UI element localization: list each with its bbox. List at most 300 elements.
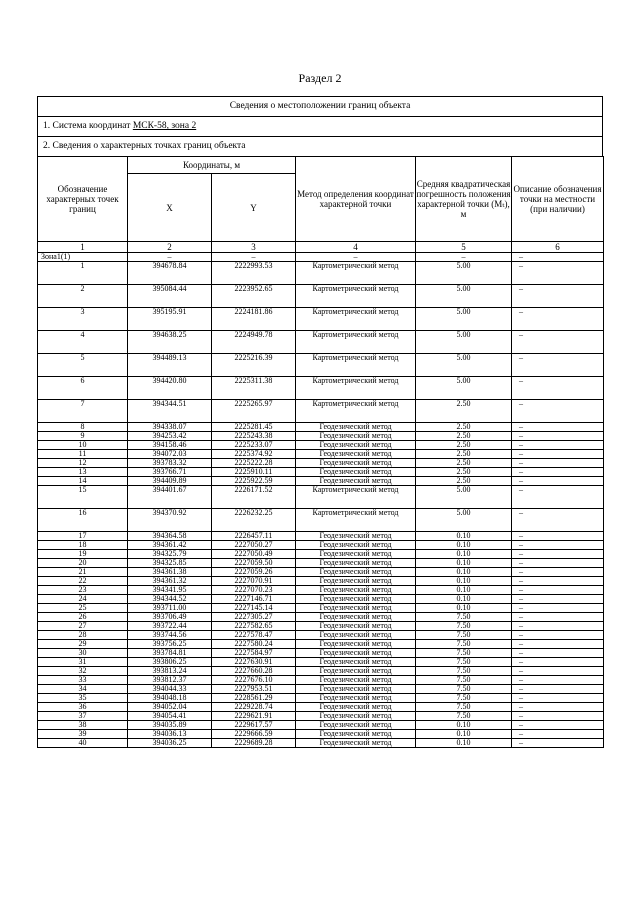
description-cell: – — [512, 331, 604, 354]
point-number-cell: 2 — [38, 285, 128, 308]
error-cell: 7.50 — [416, 649, 512, 658]
x-coordinate-cell: 394036.25 — [128, 739, 212, 748]
description-cell: – — [512, 568, 604, 577]
y-coordinate-cell: 2228561.29 — [212, 694, 296, 703]
x-coordinate-cell: 393784.81 — [128, 649, 212, 658]
description-cell: – — [512, 721, 604, 730]
y-coordinate-cell: 2227146.71 — [212, 595, 296, 604]
method-cell: Картометрический метод — [296, 262, 416, 285]
error-cell: 7.50 — [416, 676, 512, 685]
description-cell: – — [512, 712, 604, 721]
error-cell: 5.00 — [416, 331, 512, 354]
point-number-cell: 12 — [38, 459, 128, 468]
table-row — [38, 613, 604, 622]
error-cell: 0.10 — [416, 532, 512, 541]
x-coordinate-cell: 393706.49 — [128, 613, 212, 622]
point-number-cell: 17 — [38, 532, 128, 541]
x-coordinate-cell: 394409.89 — [128, 477, 212, 486]
method-cell: Геодезический метод — [296, 595, 416, 604]
points-heading: 2. Сведения о характерных точках границ объекта — [37, 136, 603, 156]
method-cell: Геодезический метод — [296, 703, 416, 712]
error-cell: 0.10 — [416, 721, 512, 730]
x-coordinate-cell: 393783.32 — [128, 459, 212, 468]
method-cell: Картометрический метод — [296, 331, 416, 354]
point-number-cell: 32 — [38, 667, 128, 676]
table-row — [38, 667, 604, 676]
x-coordinate-cell: 394420.80 — [128, 377, 212, 400]
method-cell: Геодезический метод — [296, 477, 416, 486]
point-number-cell: 37 — [38, 712, 128, 721]
point-number-cell: 13 — [38, 468, 128, 477]
error-cell: 5.00 — [416, 354, 512, 377]
section-title: Раздел 2 — [298, 71, 342, 85]
error-cell: 2.50 — [416, 441, 512, 450]
table-row — [38, 595, 604, 604]
x-coordinate-cell: 394401.67 — [128, 486, 212, 509]
col-number: 2 — [128, 242, 212, 253]
point-number-cell: 18 — [38, 541, 128, 550]
x-coordinate-cell: 394678.84 — [128, 262, 212, 285]
point-number-cell: 39 — [38, 730, 128, 739]
description-cell: – — [512, 622, 604, 631]
method-cell: Геодезический метод — [296, 441, 416, 450]
coordinate-system-line — [37, 116, 603, 136]
table-row — [38, 586, 604, 595]
method-cell: Геодезический метод — [296, 631, 416, 640]
table-row — [38, 308, 604, 331]
y-coordinate-cell: 2227059.50 — [212, 559, 296, 568]
x-coordinate-cell: 393806.25 — [128, 658, 212, 667]
description-cell: – — [512, 631, 604, 640]
object-boundaries-header: Сведения о местоположении границ объекта — [37, 96, 603, 116]
error-cell: 5.00 — [416, 377, 512, 400]
table-row — [38, 459, 604, 468]
method-cell: Геодезический метод — [296, 423, 416, 432]
description-cell: – — [512, 423, 604, 432]
description-cell: – — [512, 685, 604, 694]
point-number-cell: 7 — [38, 400, 128, 423]
description-cell: – — [512, 541, 604, 550]
y-coordinate-cell: 2227660.28 — [212, 667, 296, 676]
error-cell: 0.10 — [416, 595, 512, 604]
y-coordinate-cell: 2224181.86 — [212, 308, 296, 331]
point-number-cell: 35 — [38, 694, 128, 703]
method-cell: Геодезический метод — [296, 532, 416, 541]
error-cell: 2.50 — [416, 459, 512, 468]
table-row — [38, 631, 604, 640]
table-row — [38, 486, 604, 509]
description-cell: – — [512, 730, 604, 739]
method-cell: Картометрический метод — [296, 285, 416, 308]
x-coordinate-cell: 394338.07 — [128, 423, 212, 432]
method-cell: Геодезический метод — [296, 658, 416, 667]
method-cell: Геодезический метод — [296, 586, 416, 595]
description-cell: – — [512, 559, 604, 568]
error-cell: 5.00 — [416, 285, 512, 308]
y-coordinate-cell: 2227305.27 — [212, 613, 296, 622]
point-number-cell: 20 — [38, 559, 128, 568]
table-row — [38, 694, 604, 703]
table-row — [38, 658, 604, 667]
y-coordinate-cell: 2227582.65 — [212, 622, 296, 631]
error-cell: 5.00 — [416, 308, 512, 331]
method-cell: Геодезический метод — [296, 649, 416, 658]
point-number-cell: 16 — [38, 509, 128, 532]
y-coordinate-cell: 2225222.28 — [212, 459, 296, 468]
description-cell: – — [512, 400, 604, 423]
point-number-cell: 28 — [38, 631, 128, 640]
method-cell: Картометрический метод — [296, 486, 416, 509]
point-number-cell: 38 — [38, 721, 128, 730]
point-number-cell: 26 — [38, 613, 128, 622]
y-coordinate-cell: 2225910.11 — [212, 468, 296, 477]
error-cell: 0.10 — [416, 550, 512, 559]
method-cell: Геодезический метод — [296, 604, 416, 613]
description-cell: – — [512, 509, 604, 532]
y-coordinate-cell: 2229689.28 — [212, 739, 296, 748]
y-coordinate-cell: 2225374.92 — [212, 450, 296, 459]
description-cell: – — [512, 441, 604, 450]
zone-cell: – — [128, 253, 212, 262]
point-number-cell: 27 — [38, 622, 128, 631]
zone-cell: – — [296, 253, 416, 262]
point-number-cell: 19 — [38, 550, 128, 559]
x-coordinate-cell: 394325.85 — [128, 559, 212, 568]
table-row — [38, 377, 604, 400]
error-cell: 7.50 — [416, 613, 512, 622]
point-number-cell: 5 — [38, 354, 128, 377]
description-cell: – — [512, 308, 604, 331]
point-number-cell: 29 — [38, 640, 128, 649]
description-cell: – — [512, 450, 604, 459]
y-coordinate-cell: 2229617.57 — [212, 721, 296, 730]
y-coordinate-cell: 2222993.53 — [212, 262, 296, 285]
description-cell: – — [512, 595, 604, 604]
method-cell: Геодезический метод — [296, 459, 416, 468]
x-coordinate-cell: 395195.91 — [128, 308, 212, 331]
x-coordinate-cell: 394489.13 — [128, 354, 212, 377]
error-cell: 0.10 — [416, 577, 512, 586]
col-number: 1 — [38, 242, 128, 253]
error-cell: 7.50 — [416, 667, 512, 676]
y-coordinate-cell: 2227059.26 — [212, 568, 296, 577]
table-row — [38, 676, 604, 685]
table-row — [38, 649, 604, 658]
table-row — [38, 703, 604, 712]
x-coordinate-cell: 393766.71 — [128, 468, 212, 477]
description-cell: – — [512, 640, 604, 649]
x-coordinate-cell: 394370.92 — [128, 509, 212, 532]
zone-cell: – — [416, 253, 512, 262]
method-cell: Геодезический метод — [296, 550, 416, 559]
coordinate-system-label: 1. Система координат — [43, 121, 133, 131]
x-coordinate-cell: 394364.58 — [128, 532, 212, 541]
table-row — [38, 532, 604, 541]
point-number-cell: 21 — [38, 568, 128, 577]
boundary-points-table — [37, 156, 604, 748]
description-cell: – — [512, 262, 604, 285]
point-number-cell: 30 — [38, 649, 128, 658]
x-coordinate-cell: 393756.25 — [128, 640, 212, 649]
x-coordinate-cell: 394638.25 — [128, 331, 212, 354]
error-cell: 7.50 — [416, 622, 512, 631]
table-row — [38, 423, 604, 432]
point-number-cell: 34 — [38, 685, 128, 694]
table-row — [38, 640, 604, 649]
col-coords-header: Координаты, м — [128, 157, 296, 174]
error-cell: 0.10 — [416, 559, 512, 568]
y-coordinate-cell: 2225265.97 — [212, 400, 296, 423]
error-cell: 5.00 — [416, 509, 512, 532]
x-coordinate-cell: 394361.42 — [128, 541, 212, 550]
y-coordinate-cell: 2225922.59 — [212, 477, 296, 486]
description-cell: – — [512, 459, 604, 468]
table-row — [38, 577, 604, 586]
x-coordinate-cell: 394253.42 — [128, 432, 212, 441]
description-cell: – — [512, 354, 604, 377]
table-row — [38, 685, 604, 694]
method-cell: Геодезический метод — [296, 712, 416, 721]
method-cell: Геодезический метод — [296, 622, 416, 631]
y-coordinate-cell: 2224949.78 — [212, 331, 296, 354]
point-number-cell: 23 — [38, 586, 128, 595]
method-cell: Картометрический метод — [296, 509, 416, 532]
point-number-cell: 1 — [38, 262, 128, 285]
description-cell: – — [512, 377, 604, 400]
method-cell: Картометрический метод — [296, 308, 416, 331]
method-cell: Геодезический метод — [296, 450, 416, 459]
table-row — [38, 712, 604, 721]
error-cell: 5.00 — [416, 262, 512, 285]
x-coordinate-cell: 394044.33 — [128, 685, 212, 694]
table-row — [38, 450, 604, 459]
point-number-cell: 40 — [38, 739, 128, 748]
table-row — [38, 477, 604, 486]
description-cell: – — [512, 694, 604, 703]
zone-cell: – — [212, 253, 296, 262]
x-coordinate-cell: 395084.44 — [128, 285, 212, 308]
method-cell: Картометрический метод — [296, 354, 416, 377]
x-coordinate-cell: 394054.41 — [128, 712, 212, 721]
table-row — [38, 354, 604, 377]
col-designation-header: Обозначение характерных точек границ — [38, 157, 128, 242]
description-cell: – — [512, 658, 604, 667]
description-cell: – — [512, 285, 604, 308]
x-coordinate-cell: 394035.89 — [128, 721, 212, 730]
y-coordinate-cell: 2227584.97 — [212, 649, 296, 658]
x-coordinate-cell: 394361.38 — [128, 568, 212, 577]
method-cell: Геодезический метод — [296, 577, 416, 586]
zone-label: Зона1(1) — [38, 253, 128, 262]
y-coordinate-cell: 2227070.91 — [212, 577, 296, 586]
error-cell: 2.50 — [416, 477, 512, 486]
method-cell: Картометрический метод — [296, 377, 416, 400]
error-cell: 0.10 — [416, 730, 512, 739]
y-coordinate-cell: 2223952.65 — [212, 285, 296, 308]
y-coordinate-cell: 2227953.51 — [212, 685, 296, 694]
point-number-cell: 10 — [38, 441, 128, 450]
zone-row — [38, 253, 604, 262]
point-number-cell: 4 — [38, 331, 128, 354]
point-number-cell: 33 — [38, 676, 128, 685]
error-cell: 7.50 — [416, 685, 512, 694]
table-row — [38, 262, 604, 285]
error-cell: 0.10 — [416, 541, 512, 550]
point-number-cell: 24 — [38, 595, 128, 604]
method-cell: Геодезический метод — [296, 739, 416, 748]
table-row — [38, 509, 604, 532]
description-cell: – — [512, 586, 604, 595]
y-coordinate-cell: 2227070.23 — [212, 586, 296, 595]
table-row — [38, 441, 604, 450]
col-number: 6 — [512, 242, 604, 253]
table-row — [38, 721, 604, 730]
x-coordinate-cell: 393744.56 — [128, 631, 212, 640]
error-cell: 0.10 — [416, 604, 512, 613]
col-method-header: Метод определения координат характерной точки — [296, 157, 416, 242]
description-cell: – — [512, 604, 604, 613]
error-cell: 7.50 — [416, 658, 512, 667]
y-coordinate-cell: 2225216.39 — [212, 354, 296, 377]
method-cell: Геодезический метод — [296, 568, 416, 577]
error-cell: 2.50 — [416, 432, 512, 441]
x-coordinate-cell: 393711.00 — [128, 604, 212, 613]
point-number-cell: 31 — [38, 658, 128, 667]
method-cell: Геодезический метод — [296, 694, 416, 703]
y-coordinate-cell: 2225233.07 — [212, 441, 296, 450]
zone-cell: – — [512, 253, 604, 262]
method-cell: Геодезический метод — [296, 685, 416, 694]
y-coordinate-cell: 2227676.10 — [212, 676, 296, 685]
description-cell: – — [512, 613, 604, 622]
table-row — [38, 331, 604, 354]
coordinate-system-value: МСК-58, зона 2 — [132, 121, 197, 131]
method-cell: Геодезический метод — [296, 676, 416, 685]
description-cell: – — [512, 577, 604, 586]
y-coordinate-cell: 2229666.59 — [212, 730, 296, 739]
method-cell: Геодезический метод — [296, 613, 416, 622]
y-coordinate-cell: 2229621.91 — [212, 712, 296, 721]
point-number-cell: 11 — [38, 450, 128, 459]
y-coordinate-cell: 2225243.38 — [212, 432, 296, 441]
x-coordinate-cell: 394344.52 — [128, 595, 212, 604]
method-cell: Геодезический метод — [296, 432, 416, 441]
table-row — [38, 739, 604, 748]
method-cell: Геодезический метод — [296, 541, 416, 550]
point-number-cell: 14 — [38, 477, 128, 486]
error-cell: 7.50 — [416, 640, 512, 649]
x-coordinate-cell: 394072.03 — [128, 450, 212, 459]
error-cell: 7.50 — [416, 631, 512, 640]
description-cell: – — [512, 477, 604, 486]
method-cell: Геодезический метод — [296, 667, 416, 676]
col-description-header: Описание обозначения точки на местности (при наличии) — [512, 157, 604, 242]
x-coordinate-cell: 393813.24 — [128, 667, 212, 676]
error-cell: 7.50 — [416, 712, 512, 721]
table-row — [38, 432, 604, 441]
y-coordinate-cell: 2229228.74 — [212, 703, 296, 712]
description-cell: – — [512, 649, 604, 658]
point-number-cell: 3 — [38, 308, 128, 331]
error-cell: 2.50 — [416, 450, 512, 459]
x-coordinate-cell: 394344.51 — [128, 400, 212, 423]
col-y-header: Y — [212, 174, 296, 242]
description-cell: – — [512, 550, 604, 559]
x-coordinate-cell: 394052.04 — [128, 703, 212, 712]
error-cell: 2.50 — [416, 400, 512, 423]
y-coordinate-cell: 2226171.52 — [212, 486, 296, 509]
col-number: 3 — [212, 242, 296, 253]
point-number-cell: 22 — [38, 577, 128, 586]
point-number-cell: 9 — [38, 432, 128, 441]
point-number-cell: 6 — [38, 377, 128, 400]
method-cell: Геодезический метод — [296, 730, 416, 739]
table-row — [38, 285, 604, 308]
table-row — [38, 550, 604, 559]
y-coordinate-cell: 2227578.47 — [212, 631, 296, 640]
description-cell: – — [512, 739, 604, 748]
table-row — [38, 468, 604, 477]
table-row — [38, 400, 604, 423]
table-row — [38, 568, 604, 577]
y-coordinate-cell: 2227630.91 — [212, 658, 296, 667]
point-number-cell: 15 — [38, 486, 128, 509]
x-coordinate-cell: 394048.18 — [128, 694, 212, 703]
error-cell: 0.10 — [416, 739, 512, 748]
table-row — [38, 559, 604, 568]
col-x-header: X — [128, 174, 212, 242]
document-body — [37, 96, 603, 748]
x-coordinate-cell: 393812.37 — [128, 676, 212, 685]
method-cell: Геодезический метод — [296, 559, 416, 568]
method-cell: Геодезический метод — [296, 468, 416, 477]
table-row — [38, 622, 604, 631]
col-error-header: Средняя квадратическая погрешность положения характерной точки (Mₜ), м — [416, 157, 512, 242]
y-coordinate-cell: 2225311.38 — [212, 377, 296, 400]
table-row — [38, 604, 604, 613]
description-cell: – — [512, 676, 604, 685]
x-coordinate-cell: 394325.79 — [128, 550, 212, 559]
table-row — [38, 730, 604, 739]
error-cell: 0.10 — [416, 586, 512, 595]
error-cell: 0.10 — [416, 568, 512, 577]
y-coordinate-cell: 2227050.27 — [212, 541, 296, 550]
table-row — [38, 541, 604, 550]
error-cell: 2.50 — [416, 423, 512, 432]
error-cell: 2.50 — [416, 468, 512, 477]
description-cell: – — [512, 703, 604, 712]
y-coordinate-cell: 2227145.14 — [212, 604, 296, 613]
col-number: 5 — [416, 242, 512, 253]
description-cell: – — [512, 667, 604, 676]
x-coordinate-cell: 393722.44 — [128, 622, 212, 631]
error-cell: 7.50 — [416, 703, 512, 712]
y-coordinate-cell: 2227580.24 — [212, 640, 296, 649]
method-cell: Геодезический метод — [296, 640, 416, 649]
method-cell: Картометрический метод — [296, 400, 416, 423]
point-number-cell: 8 — [38, 423, 128, 432]
x-coordinate-cell: 394158.46 — [128, 441, 212, 450]
description-cell: – — [512, 432, 604, 441]
point-number-cell: 25 — [38, 604, 128, 613]
error-cell: 5.00 — [416, 486, 512, 509]
description-cell: – — [512, 532, 604, 541]
y-coordinate-cell: 2225281.45 — [212, 423, 296, 432]
x-coordinate-cell: 394341.95 — [128, 586, 212, 595]
x-coordinate-cell: 394361.32 — [128, 577, 212, 586]
x-coordinate-cell: 394036.13 — [128, 730, 212, 739]
y-coordinate-cell: 2226232.25 — [212, 509, 296, 532]
